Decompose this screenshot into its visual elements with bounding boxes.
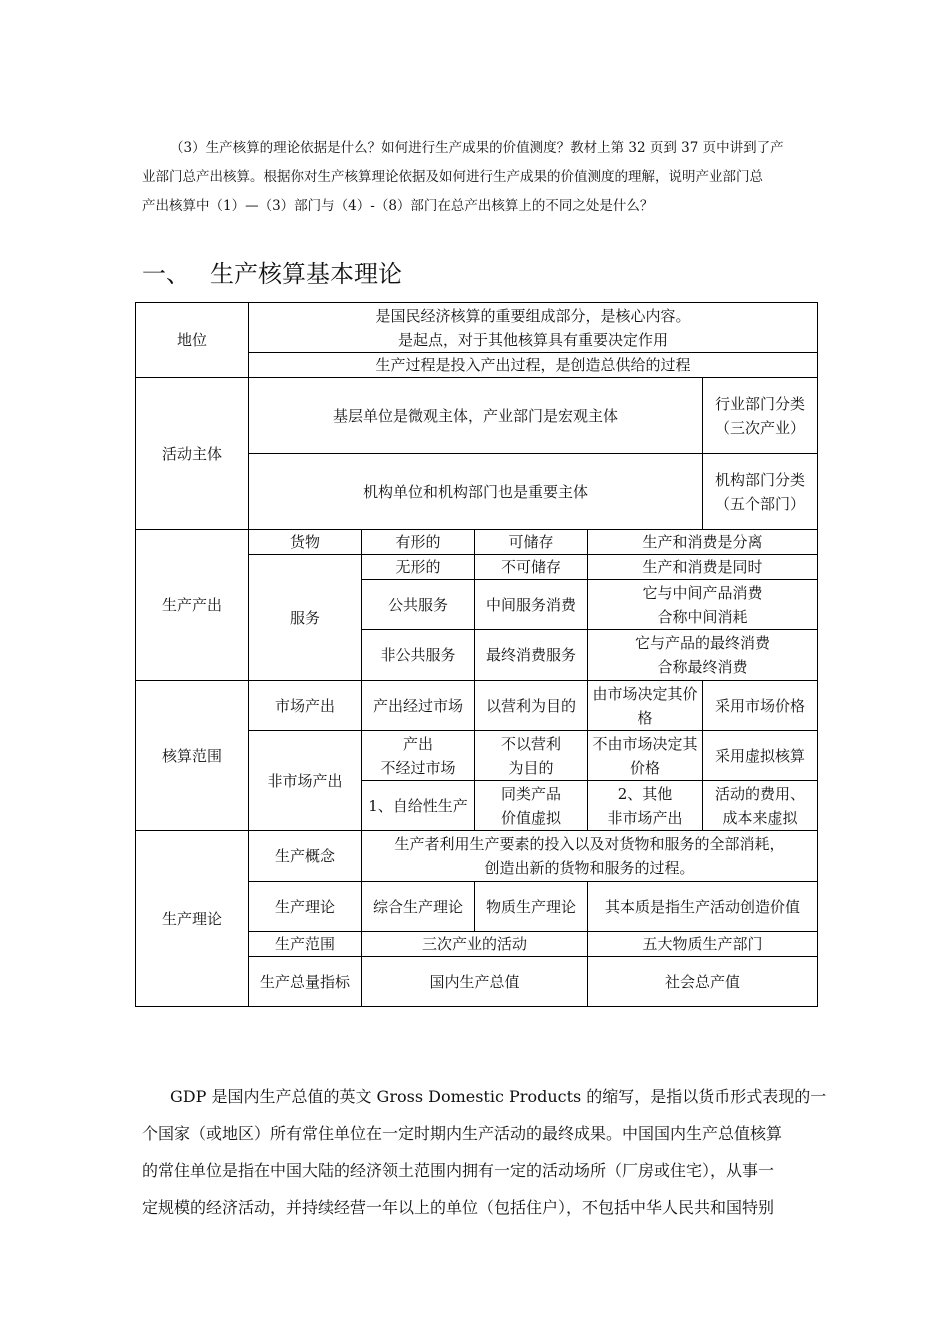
theory-concept: 生产概念 [249, 831, 362, 882]
cell-line: 产出 [402, 734, 433, 753]
output-tangible: 有形的 [362, 530, 475, 555]
desc-line: 它与中间产品消费 [642, 583, 763, 602]
theory-range: 生产范围 [249, 932, 362, 957]
theory-concept-desc [362, 831, 818, 882]
intro-paragraph [142, 134, 812, 221]
subject-institution-class: 机构部门分类（五个部门） [703, 454, 818, 530]
gdp-paragraph [142, 1078, 827, 1226]
gdp-line: GDP 是国内生产总值的英文 Gross Domestic Products 的缩写，是指以货币形式表现的一 [170, 1087, 827, 1106]
cell-line: 成本来虚拟 [722, 808, 798, 827]
section-heading [142, 254, 402, 289]
output-final: 最终消费服务 [475, 630, 588, 681]
cell-line: 为目的 [508, 758, 554, 777]
output-public: 公共服务 [362, 580, 475, 630]
scope-market-c2: 以营利为目的 [475, 681, 588, 731]
scope-nm2-c2 [475, 781, 588, 831]
gdp-line: 的常住单位是指在中国大陆的经济领土范围内拥有一定的活动场所（厂房或住宅），从事一 [142, 1161, 775, 1180]
heading-title: 生产核算基本理论 [210, 260, 402, 288]
theory-material: 物质生产理论 [475, 882, 588, 932]
status-line: 是起点，对于其他核算具有重要决定作用 [398, 330, 669, 349]
output-separate: 生产和消费是分离 [588, 530, 818, 555]
output-nonstorable: 不可储存 [475, 555, 588, 580]
scope-nm2-c1: 1、自给性生产 [362, 781, 475, 831]
row-label-subject: 活动主体 [136, 378, 249, 530]
scope-nm-c4: 采用虚拟核算 [703, 731, 818, 781]
output-services: 服务 [249, 555, 362, 681]
gdp-line: 定规模的经济活动，并持续经营一年以上的单位（包括住户），不包括中华人民共和国特别 [142, 1198, 775, 1217]
scope-nm2-c3 [588, 781, 703, 831]
output-storable: 可储存 [475, 530, 588, 555]
cell-line: 同类产品 [500, 784, 561, 803]
scope-nm2-c4 [703, 781, 818, 831]
subject-industry-class: 行业部门分类（三次产业） [703, 378, 818, 454]
theory-social: 社会总产值 [588, 957, 818, 1007]
output-intermediate: 中间服务消费 [475, 580, 588, 630]
output-goods: 货物 [249, 530, 362, 555]
output-simultaneous: 生产和消费是同时 [588, 555, 818, 580]
intro-line: 产出核算中（1）—（3）部门与（4）-（8）部门在总产出核算上的不同之处是什么？ [142, 198, 654, 214]
desc-line: 它与产品的最终消费 [635, 634, 771, 652]
output-intangible: 无形的 [362, 555, 475, 580]
subject-institution: 机构单位和机构部门也是重要主体 [249, 454, 703, 530]
output-nonpublic: 非公共服务 [362, 630, 475, 681]
output-intermediate-desc [588, 580, 818, 630]
desc-line: 合称最终消费 [657, 658, 748, 676]
cell-line: 不以营利 [500, 734, 561, 753]
scope-nm-c2 [475, 731, 588, 781]
row-label-status: 地位 [136, 303, 249, 378]
cell-line: 不经过市场 [380, 758, 456, 777]
gdp-line: 个国家（或地区）所有常住单位在一定时期内生产活动的最终成果。中国国内生产总值核算 [142, 1124, 783, 1143]
row-label-scope: 核算范围 [136, 681, 249, 831]
theory-table [135, 302, 818, 1007]
intro-line: 业部门总产出核算。根据你对生产核算理论依据及如何进行生产成果的价值测度的理解，说明产业部门总 [142, 169, 763, 185]
theory-theory: 生产理论 [249, 882, 362, 932]
heading-number: 一、 [142, 260, 190, 288]
scope-market-c3: 由市场决定其价格 [588, 681, 703, 731]
scope-market-c1: 产出经过市场 [362, 681, 475, 731]
desc-line: 合称中间消耗 [657, 607, 748, 626]
theory-total: 生产总量指标 [249, 957, 362, 1007]
cell-line: 价值虚拟 [500, 808, 561, 827]
theory-essence: 其本质是指生产活动创造价值 [588, 882, 818, 932]
intro-line: （3）生产核算的理论依据是什么？如何进行生产成果的价值测度？教材上第 32 页到 37 页中讲到了产 [170, 140, 784, 156]
scope-market-c4: 采用市场价格 [703, 681, 818, 731]
output-final-desc [588, 630, 818, 681]
scope-nonmarket: 非市场产出 [249, 731, 362, 831]
subject-micro-macro: 基层单位是微观主体，产业部门是宏观主体 [249, 378, 703, 454]
cell-line: 2、其他 [617, 784, 673, 803]
cell-line: 非市场产出 [607, 808, 683, 827]
theory-range-c1: 三次产业的活动 [362, 932, 588, 957]
scope-nm-c3: 不由市场决定其价格 [588, 731, 703, 781]
scope-nm-c1 [362, 731, 475, 781]
theory-comprehensive: 综合生产理论 [362, 882, 475, 932]
row-label-theory: 生产理论 [136, 831, 249, 1007]
row-label-output: 生产产出 [136, 530, 249, 681]
cell-line: 创造出新的货物和服务的过程。 [484, 859, 695, 877]
theory-gdp: 国内生产总值 [362, 957, 588, 1007]
status-line: 是国民经济核算的重要组成部分，是核心内容。 [375, 306, 691, 325]
theory-range-c2: 五大物质生产部门 [588, 932, 818, 957]
status-desc [249, 303, 818, 353]
cell-line: 活动的费用、 [715, 784, 806, 803]
scope-market: 市场产出 [249, 681, 362, 731]
status-process: 生产过程是投入产出过程，是创造总供给的过程 [249, 353, 818, 378]
cell-line: 生产者利用生产要素的投入以及对货物和服务的全部消耗， [394, 835, 785, 853]
